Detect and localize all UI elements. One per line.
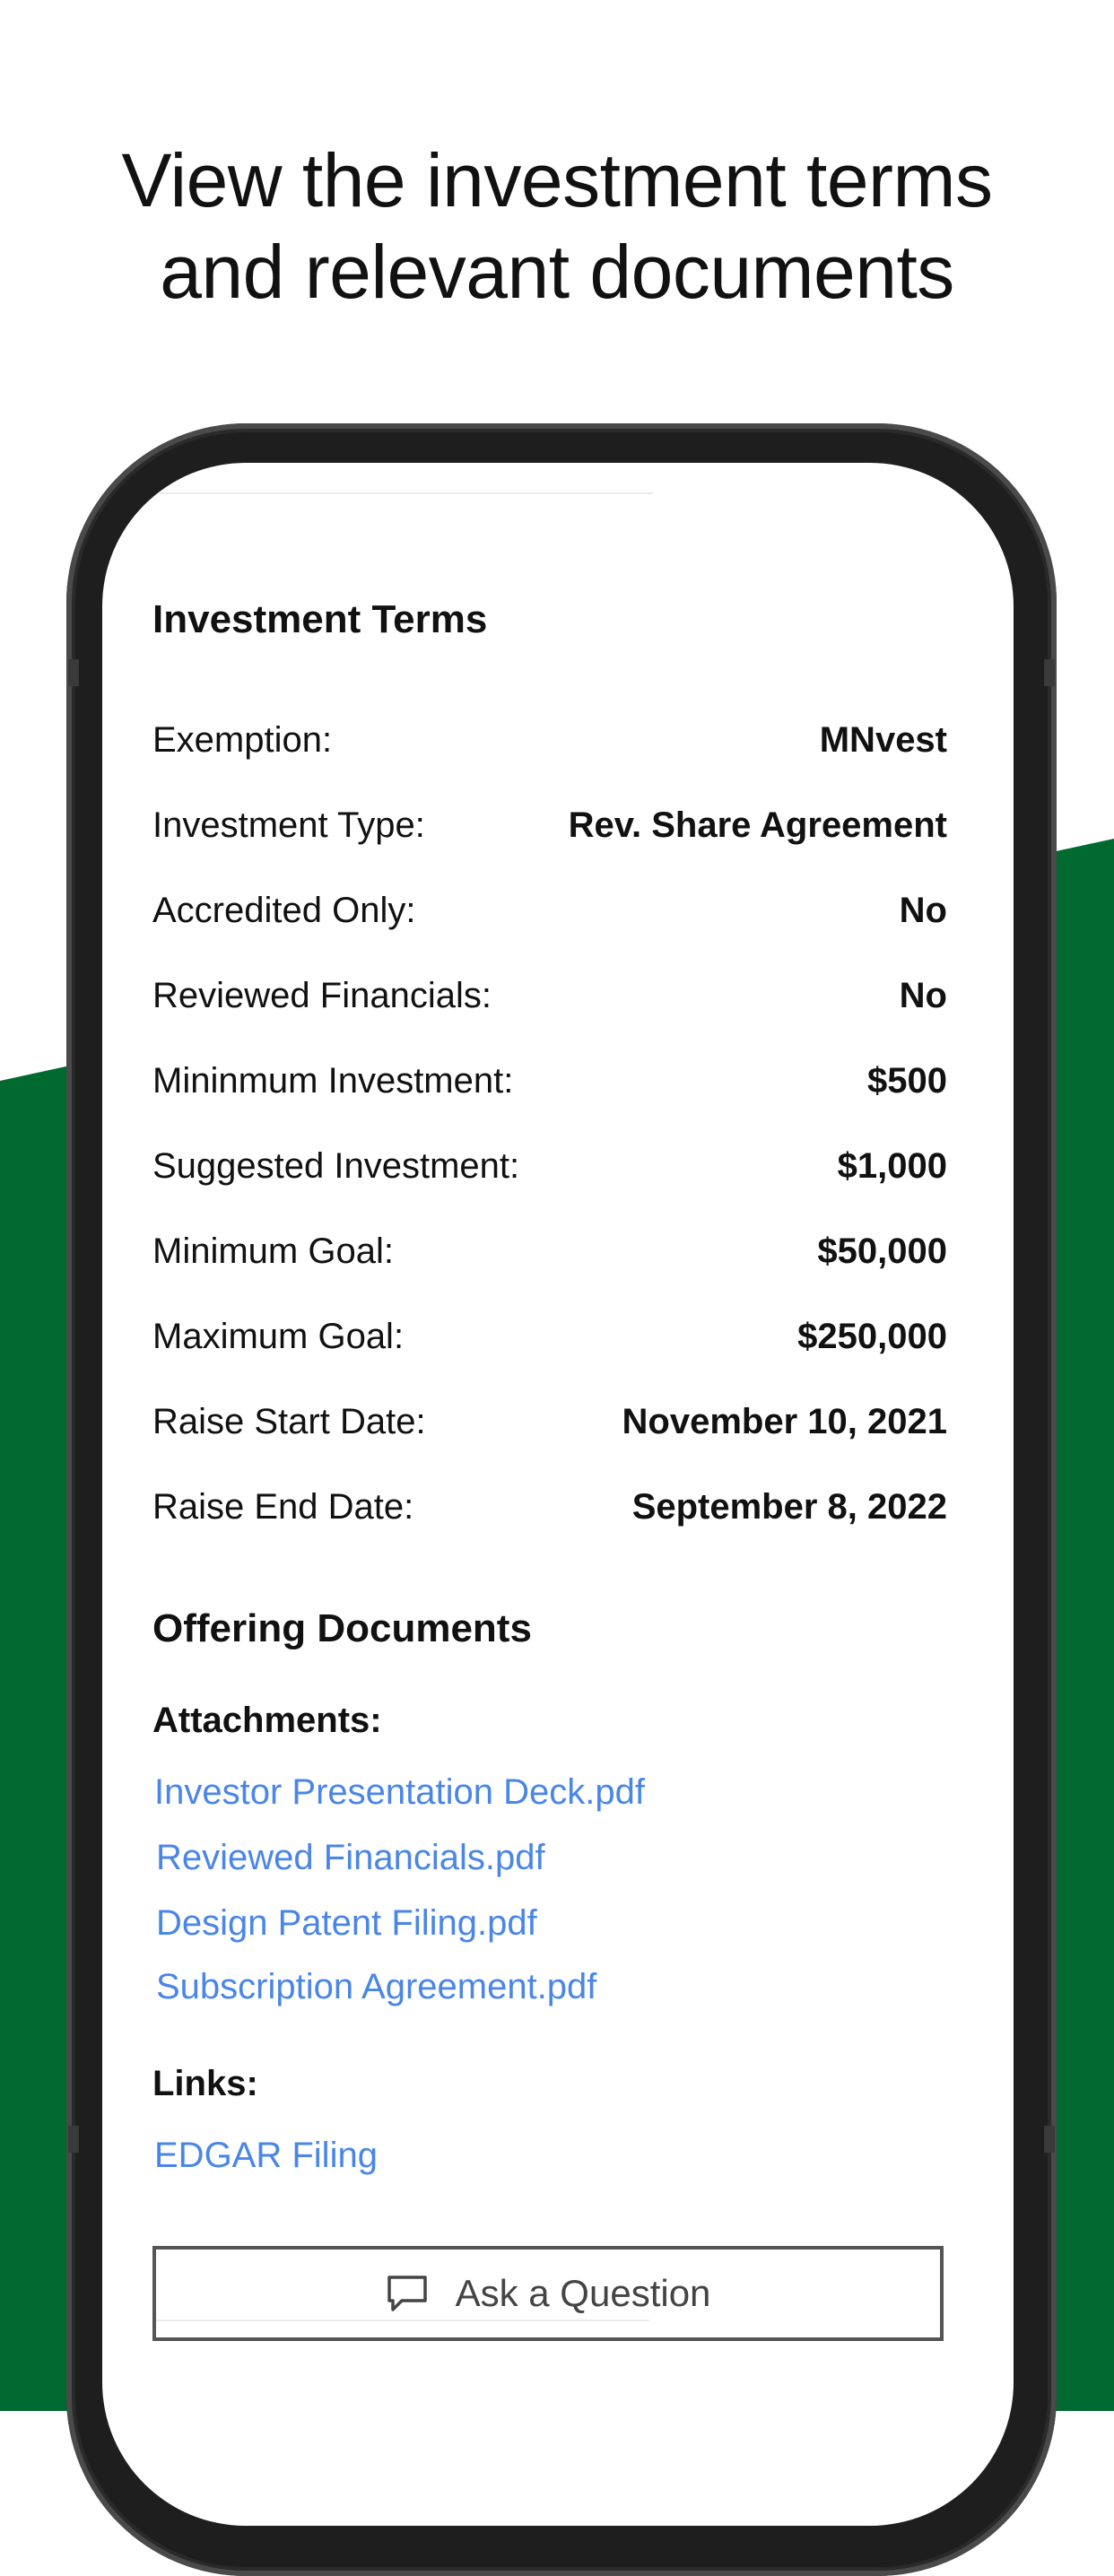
term-label: Raise End Date: [152, 1486, 414, 1527]
term-row-investment-type [152, 798, 947, 852]
links-label: Links: [152, 2064, 258, 2103]
term-label: Investment Type: [152, 805, 425, 845]
headline-line-1: View the investment terms [121, 138, 993, 222]
term-row-minimum-goal [152, 1224, 947, 1278]
divider [156, 2319, 649, 2321]
term-row-accredited-only [152, 883, 947, 937]
phone-side-button-left-bottom [68, 2126, 79, 2153]
phone-side-button-right-top [1044, 659, 1055, 686]
phone-side-button-left-top [68, 659, 79, 686]
term-row-raise-end-date [152, 1480, 947, 1534]
term-label: Maximum Goal: [152, 1316, 405, 1356]
attachments-label: Attachments: [152, 1701, 382, 1740]
term-row-reviewed-financials [152, 969, 947, 1023]
term-value: No [899, 890, 947, 930]
link-edgar-filing[interactable]: EDGAR Filing [154, 2136, 378, 2175]
phone-screen [102, 463, 1014, 2526]
headline-line-2: and relevant documents [160, 230, 954, 314]
term-value: $1,000 [837, 1145, 947, 1186]
chat-bubble-icon [386, 2274, 429, 2313]
term-row-exemption [152, 713, 947, 767]
term-value: September 8, 2022 [631, 1486, 947, 1527]
term-value: Rev. Share Agreement [568, 805, 947, 845]
offering-documents-title: Offering Documents [152, 1606, 532, 1650]
attachment-link-reviewed-financials[interactable]: Reviewed Financials.pdf [156, 1838, 545, 1877]
term-label: Accredited Only: [152, 890, 416, 930]
term-row-suggested-investment [152, 1139, 947, 1193]
term-value: $50,000 [817, 1231, 947, 1271]
term-row-maximum-goal [152, 1310, 947, 1363]
term-label: Suggested Investment: [152, 1145, 520, 1186]
phone-side-button-right-bottom [1044, 2126, 1055, 2153]
term-label: Exemption: [152, 719, 333, 760]
term-value: $500 [867, 1060, 947, 1101]
term-value: November 10, 2021 [622, 1401, 947, 1441]
attachment-link-subscription-agreement[interactable]: Subscription Agreement.pdf [156, 1967, 597, 2006]
divider [160, 492, 653, 494]
attachment-link-design-patent[interactable]: Design Patent Filing.pdf [156, 1903, 537, 1943]
term-label: Raise Start Date: [152, 1401, 426, 1441]
term-row-raise-start-date [152, 1395, 947, 1449]
term-value: $250,000 [797, 1316, 947, 1356]
term-label: Mininmum Investment: [152, 1060, 514, 1101]
headline [0, 135, 1114, 318]
term-value: No [899, 975, 947, 1015]
term-value: MNvest [819, 719, 947, 760]
term-label: Minimum Goal: [152, 1231, 394, 1271]
term-row-minimum-investment [152, 1054, 947, 1108]
investment-terms-title: Investment Terms [152, 597, 488, 641]
attachment-link-investor-presentation[interactable]: Investor Presentation Deck.pdf [154, 1772, 645, 1812]
ask-question-label: Ask a Question [455, 2272, 711, 2314]
ask-question-button[interactable] [152, 2246, 944, 2341]
term-label: Reviewed Financials: [152, 975, 492, 1015]
